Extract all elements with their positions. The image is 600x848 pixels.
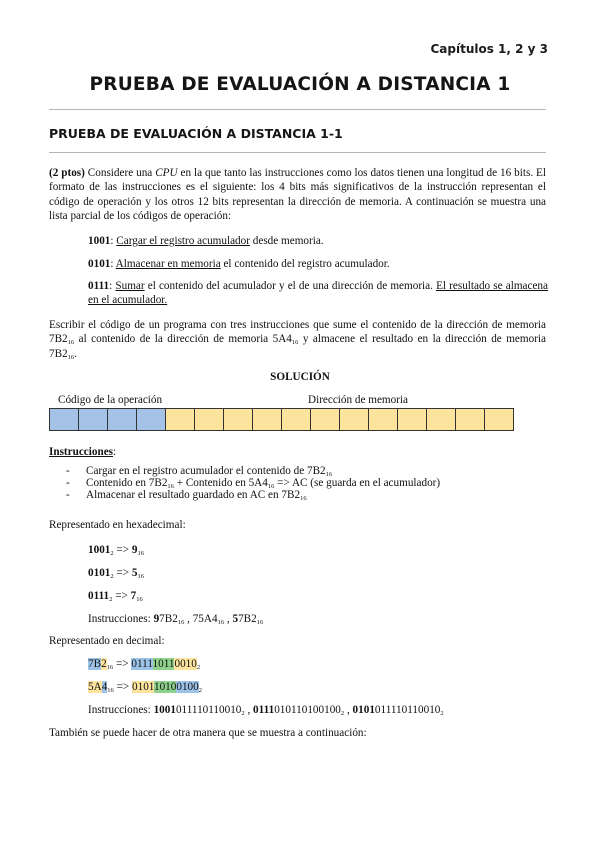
section-divider	[49, 152, 546, 153]
address-bit-cell	[223, 408, 253, 431]
hex-row: $0101_2 => 5_{16}$	[88, 567, 144, 580]
opcode-item: 1001: Cargar el registro acumulador desde memoria.	[88, 235, 324, 247]
hex-heading: Representado en hexadecimal:	[49, 519, 186, 531]
list-item: - Contenido en $7B2_{16}$ + Contenido en $5A4_{16}$ => AC (se guarda en el acumulador)	[66, 477, 441, 491]
opcode-bit-cell	[49, 408, 79, 431]
instruction-format-grid	[50, 408, 514, 431]
address-bit-cell	[310, 408, 340, 431]
cpu-term: CPU	[155, 167, 178, 179]
address-bit-cell	[426, 408, 456, 431]
problem-text-1: Considere una	[84, 167, 156, 179]
address-bit-cell	[252, 408, 282, 431]
address-bit-cell	[165, 408, 195, 431]
instructions-heading: Instrucciones:	[49, 446, 117, 458]
task-statement: Escribir el código de un programa con tres instrucciones que sume el contenido de la dirección de memoria $7B2_{16}$ al contenido de la dirección de memoria $5A4_{16}$ y almacene el resultado en la dirección de memoria $7B2_{16}$.	[49, 319, 546, 361]
address-bit-cell	[194, 408, 224, 431]
list-item: - Almacenar el resultado guardado en AC en $7B2_{16}$	[66, 489, 307, 503]
dec-row: $7B2_{16} => 011110110010_2$	[88, 658, 201, 671]
points-label: (2 ptos)	[49, 167, 85, 179]
address-bit-cell	[339, 408, 369, 431]
list-item: - Cargar en el registro acumulador el contenido de $7B2_{16}$	[66, 465, 333, 478]
dec-heading: Representado en decimal:	[49, 635, 165, 647]
problem-statement	[49, 166, 546, 224]
address-bit-cell	[397, 408, 427, 431]
opcode-item: 0101: Almacenar en memoria el contenido del registro acumulador.	[88, 258, 390, 270]
opcode-bit-cell	[107, 408, 137, 431]
dec-instructions: Instrucciones: $1001011110110010_2$ , $0111010110100100_2$ , $0101011110110010_2$	[88, 704, 444, 717]
opcode-bit-cell	[78, 408, 108, 431]
dec-row: $5A4_{16} => 010110100100_2$	[88, 681, 202, 694]
section-title: PRUEBA DE EVALUACIÓN A DISTANCIA 1-1	[49, 126, 343, 141]
closing-note: También se puede hacer de otra manera que se muestra a continuación:	[49, 727, 367, 739]
address-bit-cell	[484, 408, 514, 431]
address-bit-cell	[281, 408, 311, 431]
address-bit-cell	[368, 408, 398, 431]
chapter-label: Capítulos 1, 2 y 3	[430, 42, 548, 56]
page-title: PRUEBA DE EVALUACIÓN A DISTANCIA 1	[89, 74, 511, 95]
hex-row: $0111_2 => 7_{16}$	[88, 590, 143, 603]
problem-text-2: en la que tanto las instrucciones como los datos tienen una longitud de 16 bits. El formato de las instrucciones es el siguiente: los 4 bits más significativos de la instrucción representan el código de operación y los otros 12 bits representan la dirección de memoria. A continuación se muestra una lista parcial de los códigos de operación:	[49, 167, 546, 223]
title-divider	[49, 109, 546, 110]
opcode-field-label: Código de la operación	[58, 394, 163, 406]
opcode-item: 0111: Sumar el contenido del acumulador y el de una dirección de memoria. El resultado se almacena en el acumulador.	[88, 280, 548, 307]
solution-heading: SOLUCIÓN	[270, 371, 330, 383]
address-field-label: Dirección de memoria	[308, 394, 409, 406]
instructions-list	[66, 465, 546, 502]
opcode-bit-cell	[136, 408, 166, 431]
hex-row: $1001_2 => 9_{16}$	[88, 544, 144, 557]
hex-instructions: Instrucciones: $97B2_{16}$ , $75A4_{16}$ , $57B2_{16}$	[88, 613, 264, 626]
address-bit-cell	[455, 408, 485, 431]
